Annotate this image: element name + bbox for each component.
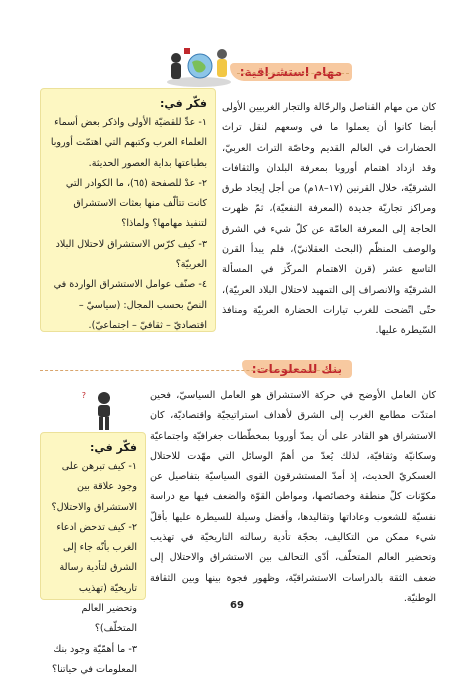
svg-text:?: ?	[82, 391, 86, 400]
think-box-2-item: ٢- كيف تدحض ادعاء الغرب بأنّه جاء إلى الشرق لتأدية رسالة تاريخيّة (تهذيب وتحضير العالم المتخلّف)؟	[56, 521, 137, 635]
section1-paragraph: كان من مهام القناصل والرحّالة والتجار الغربيين الأولى أيضا كانوا أن يعملوا ما في وسعهم لنقل تراث الحضارات في العالم القديم وخاصّة التراث العربيّ، وقد ازداد اهتمام أوروبا بمعرفة البلدان والثقافات الشرقيّة، خلال القرنين (١٧–١٨م) من أجل إيجاد طرق ومراكز تجاريّة جديدة (المعرفة النفعيّة)، ثمّ ظهرت الحاجة إلى المعرفة العامّة عن كلّ شيء في الشرق والوصف المنظّم (البحث العقلانيّ)، فلم يبدأ القرن التاسع عشر (قرن الاهتمام المركّز في المسألة الشرقيّة والانصراف إلى التمهيد لاحتلال البلاد العربيّة)، حتّى اتّضحت للغرب تيارات الحضارة العربيّة ومنافذ السّيطرة عليها.	[222, 102, 436, 337]
think-box-1-heading: فكّر في:	[159, 97, 207, 110]
section2-title	[242, 360, 352, 378]
section1-title-text: مهام استشراقية:	[239, 65, 342, 79]
thinking-person-illustration	[82, 388, 122, 432]
think-box-2-heading: فكّر في:	[89, 441, 137, 454]
think-box-1-item: ٣- كيف كرّس الاستشراق لاحتلال البلاد العربيّة؟	[55, 238, 207, 271]
think-box-1-item: ٢- عدْ للصفحة (٦٥)، ما الكوادر التي كانت تتألّف منها بعثات الاستشراق لتنفيذ مهامها؟ ولماذا؟	[65, 177, 207, 230]
think-box-2	[40, 432, 146, 675]
globe-figures-illustration	[164, 42, 234, 88]
page-number: 69	[230, 600, 244, 611]
think-box-2-item: ٣- ما أهمّيّة وجود بنك المعلومات في حياتنا؟	[52, 643, 137, 675]
section1-divider	[237, 73, 349, 74]
think-box-2-item: ١- كيف تبرهن على وجود علاقة بين الاستشراق والاحتلال؟	[51, 461, 137, 513]
section2-divider	[40, 370, 340, 371]
think-box-1	[40, 88, 216, 332]
section2-title-text: بنك للمعلومات:	[251, 362, 342, 376]
section1-title	[230, 63, 352, 81]
section2-paragraph: كان العامل الأوضح في حركة الاستشراق هو العامل السياسيّ، فحين امتدّت مطامع الغرب إلى الشرق لأهداف استراتيجيّة واقتصاديّة، كان الاستشراق هو القادر على أن يمدّ أوروبا بمخطّطات جغرافيّة واجتماعيّة وسكانيّة وثقافيّة، لذلك يُعدّ من أهمّ الوسائل التي مهّدت للاحتلال العسكريّ الحديث، إذ أمدّ المستشرقون القوى السياسيّة بتفاصيل عن مكوّنات كلّ منطقة وخصائصها، ومواطن القوّة والضعف فيها مع دراسة نفسيّة للشعوب وعاداتها وتقاليدها، وأفضل وسيلة للسيطرة عليها بأقلّ شيء ممكن من التكاليف، بحجّة تأدية رسالته التاريخيّة في تهذيب وتحضير العالم المتخلّف، أدّى التحالف بين الاستشراق والاحتلال إلى ضعف الثقة بالدراسات الاستشراقيّة، وظهور فجوة بينها وبين الثقافة الوطنيّة.	[150, 390, 436, 604]
think-box-1-item: ١- عدِّ للقضيّة الأولى واذكر بعض أسماء العلماء العرب وكتبهم التي اهتمّت أوروبا بطباعتها بداية العصور الحديثة.	[50, 117, 207, 169]
think-box-1-item: ٤- صنّف عوامل الاستشراق الواردة في النصّ بحسب المجال: (سياسيّ – اقتصاديّ – ثقافيّ – اجتماعيّ).	[53, 279, 207, 331]
